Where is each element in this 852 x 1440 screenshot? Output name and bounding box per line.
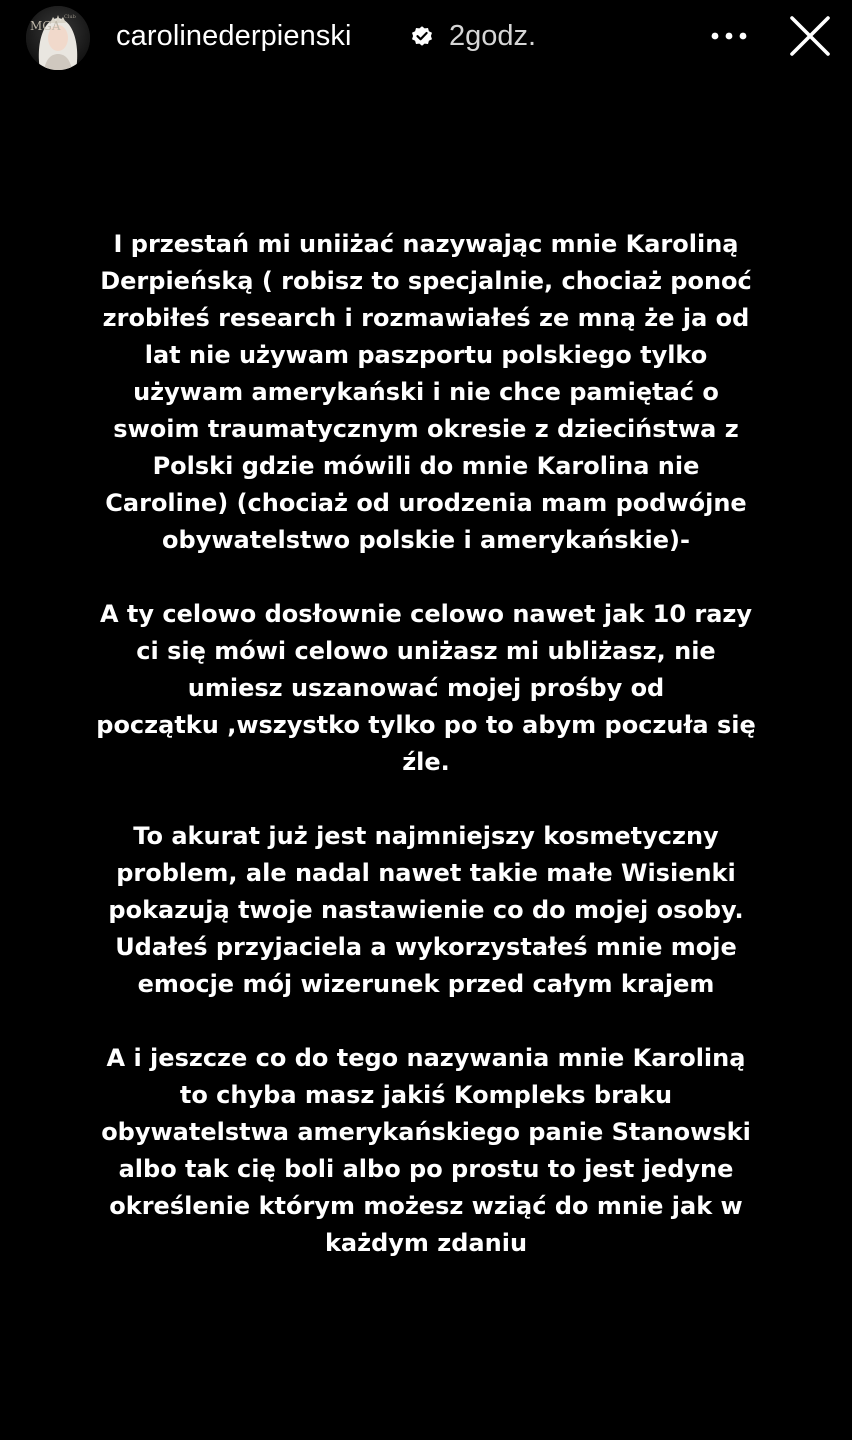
text-line: lat nie używam paszportu polskiego tylko — [144, 341, 708, 369]
text-line: źle. — [402, 748, 450, 776]
text-line: Derpieńską ( robisz to specjalnie, chociaż ponoć — [100, 267, 752, 295]
close-icon — [786, 12, 834, 60]
text-line: początku ,wszystko tylko po to abym poczuła się — [96, 711, 756, 739]
paragraph-2 — [60, 596, 792, 781]
text-line: pokazują twoje nastawienie co do mojej osoby. — [108, 896, 744, 924]
paragraph-1 — [60, 226, 792, 559]
text-line: To akurat już jest najmniejszy kosmetyczny — [133, 822, 719, 850]
paragraph-3 — [60, 818, 792, 1003]
avatar-logo-text: MGA — [30, 19, 61, 33]
text-line: Caroline) (chociaż od urodzenia mam podwójne — [105, 489, 747, 517]
text-line: ci się mówi celowo uniżasz mi ubliżasz, nie — [136, 637, 716, 665]
close-button[interactable] — [786, 12, 834, 60]
story-timestamp: 2godz. — [449, 19, 537, 52]
text-line: umiesz uszanować mojej prośby od — [187, 674, 665, 702]
text-line: obywatelstwo polskie i amerykańskie)- — [162, 526, 690, 554]
text-line: albo tak cię boli albo po prostu to jest jedyne — [118, 1155, 734, 1183]
text-line: każdym zdaniu — [324, 1229, 528, 1257]
username[interactable]: carolinederpienski — [116, 19, 352, 52]
story-text — [60, 226, 792, 1299]
text-line: Polski gdzie mówili do mnie Karolina nie — [152, 452, 700, 480]
text-line: A i jeszcze co do tego nazywania mnie Karoliną — [106, 1044, 746, 1072]
text-line: zrobiłeś research i rozmawiałeś ze mną że ja od — [102, 304, 750, 332]
more-options-button[interactable] — [706, 20, 752, 52]
text-line: A ty celowo dosłownie celowo nawet jak 10 razy — [99, 600, 753, 628]
text-line: obywatelstwa amerykańskiego panie Stanowski — [101, 1118, 751, 1146]
text-line: problem, ale nadal nawet takie małe Wisienki — [116, 859, 736, 887]
text-line: używam amerykański i nie chce pamiętać o — [133, 378, 719, 406]
avatar-logo-subtext: Club — [64, 14, 76, 20]
text-line: określenie którym możesz wziąć do mnie jak w — [109, 1192, 743, 1220]
text-line: I przestań mi uniiżać nazywając mnie Karoliną — [113, 230, 739, 258]
avatar[interactable] — [26, 6, 90, 70]
verified-badge-icon — [410, 24, 434, 48]
more-dots-icon — [706, 20, 752, 52]
avatar-image — [26, 6, 90, 70]
text-line: to chyba masz jakiś Kompleks braku — [179, 1081, 673, 1109]
story-header — [0, 0, 852, 76]
text-line: emocje mój wizerunek przed całym krajem — [137, 970, 715, 998]
paragraph-4 — [60, 1040, 792, 1262]
text-line: swoim traumatycznym okresie z dzieciństwa z — [113, 415, 739, 443]
text-line: Udałeś przyjaciela a wykorzystałeś mnie moje — [115, 933, 737, 961]
